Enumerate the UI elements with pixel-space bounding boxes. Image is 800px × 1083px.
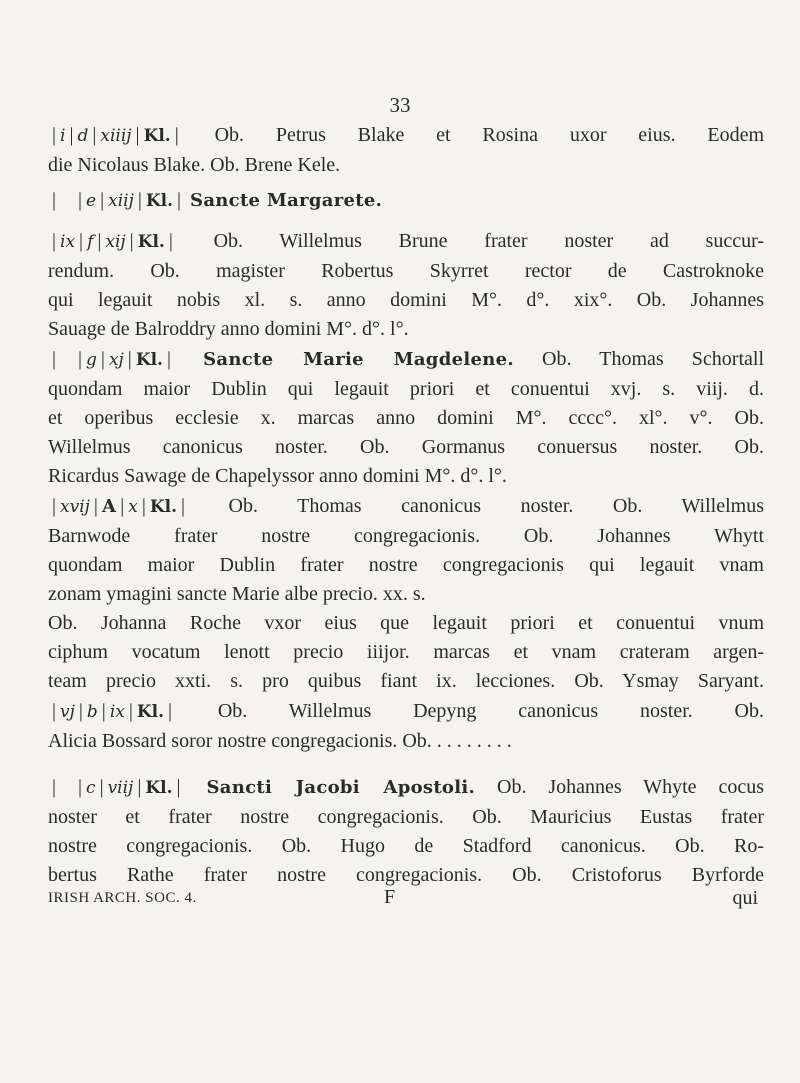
entry-line: | ix | f | xij | Kl. | Ob. Willelmus Brune frater noster ad succur- <box>52 230 765 252</box>
signature-mark: F <box>384 886 396 908</box>
golden-number: ix <box>60 232 76 252</box>
dominical-letter: b <box>86 702 98 722</box>
entry-text: Ob. Thomas canonicus noster. Ob. Willelmus <box>228 495 764 517</box>
calendar-entry <box>48 773 764 890</box>
dominical-letter: e <box>86 191 97 211</box>
day-count: x <box>128 497 138 517</box>
entry-line: | vj | b | ix | Kl. | Ob. Willelmus Depyng canonicus noster. Ob. <box>52 700 765 722</box>
entry-line: Sauage de Balroddry anno domini M°. d°. l°. <box>48 318 409 340</box>
entry-text: Ob. Willelmus Depyng canonicus noster. Ob. <box>217 700 765 722</box>
calendar-entry <box>48 121 764 180</box>
kalends-mark: Kl. <box>145 778 173 798</box>
day-count: xiij <box>108 191 134 211</box>
kalends-mark: Kl. <box>149 497 177 517</box>
golden-number: xvij <box>60 497 90 517</box>
catchword: qui <box>732 887 758 909</box>
dominical-letter: c <box>86 778 96 798</box>
entry-line: nostre congregacionis. Ob. Hugo de Stadford canonicus. Ob. Ro- <box>48 835 764 857</box>
entry-line: ciphum vocatum lenott precio iiijor. marcas et vnam crateram argen- <box>48 641 764 663</box>
calendar-entry <box>48 227 764 344</box>
entry-line: Alicia Bossard soror nostre congregacionis. Ob. . . . . . . . . <box>48 730 512 752</box>
entry-line: | i | d | xiiij | Kl. | Ob. Petrus Blake et Rosina uxor eius. Eodem <box>52 124 764 146</box>
entry-text: Ob. Petrus Blake et Rosina uxor eius. Eodem <box>214 124 764 146</box>
signature-line: IRISH ARCH. SOC. 4. <box>48 890 197 906</box>
calendar-entry <box>48 345 764 491</box>
entry-line: Barnwode frater nostre congregacionis. Ob. Johannes Whytt <box>48 525 764 547</box>
kalends-mark: Kl. <box>137 232 165 252</box>
day-count: xj <box>108 350 124 370</box>
feast-title: Sancti Jacobi Apostoli. <box>206 777 476 798</box>
entry-line: Ob. Johanna Roche vxor eius que legauit priori et conuentui vnum <box>48 612 764 634</box>
calendar-entry <box>48 492 764 696</box>
calendar-entry <box>48 697 764 756</box>
entry-line: | xvij | A | x | Kl. | Ob. Thomas canonicus noster. Ob. Willelmus <box>52 495 764 517</box>
feast-title: Sancte Margarete. <box>190 190 383 211</box>
kalends-mark: Kl. <box>143 126 171 146</box>
dominical-letter: d <box>77 126 89 146</box>
dominical-letter: f <box>87 232 94 252</box>
golden-number: vj <box>60 702 75 722</box>
golden-number: i <box>60 126 66 146</box>
kalends-mark: Kl. <box>135 350 163 370</box>
day-count: xiiij <box>100 126 132 146</box>
entry-line: zonam ymagini sancte Marie albe precio. xx. s. <box>48 583 426 605</box>
dominical-letter: A <box>101 496 117 517</box>
entry-line: qui legauit nobis xl. s. anno domini M°. d°. xix°. Ob. Johannes <box>48 289 764 311</box>
entry-line: quondam maior Dublin frater nostre congregacionis qui legauit vnam <box>48 554 764 576</box>
entry-text: Ob. Thomas Schortall <box>542 348 765 370</box>
entry-line: Willelmus canonicus noster. Ob. Gormanus conuersus noster. Ob. <box>48 436 764 458</box>
entry-line: quondam maior Dublin qui legauit priori et conuentui xvj. s. viij. d. <box>48 378 764 400</box>
feast-title: Sancte Marie Magdelene. <box>203 349 514 370</box>
entry-line: die Nicolaus Blake. Ob. Brene Kele. <box>48 154 341 176</box>
entry-text: Ob. Johannes Whyte cocus <box>497 776 765 798</box>
day-count: ix <box>109 702 125 722</box>
day-count: xij <box>105 232 126 252</box>
calendar-entry <box>48 186 764 216</box>
entry-line: | | c | viij | Kl. | Sancti Jacobi Apostoli. Ob. Johannes Whyte cocus <box>52 776 765 798</box>
entry-line: | | e | xiij | Kl. | Sancte Margarete. <box>52 189 383 211</box>
kalends-mark: Kl. <box>145 191 174 211</box>
entry-line: bertus Rathe frater nostre congregacionis. Ob. Cristoforus Byrforde <box>48 864 764 886</box>
entry-line: rendum. Ob. magister Robertus Skyrret rector de Castroknoke <box>48 260 764 282</box>
day-count: viij <box>107 778 134 798</box>
dominical-letter: g <box>86 350 97 370</box>
kalends-mark: Kl. <box>136 702 165 722</box>
entry-line: | | g | xj | Kl. | Sancte Marie Magdelene. Ob. Thomas Schortall <box>52 348 765 370</box>
entry-line: team precio xxti. s. pro quibus fiant ix. lecciones. Ob. Ysmay Saryant. <box>48 670 764 692</box>
entry-line: Ricardus Sawage de Chapelyssor anno domini M°. d°. l°. <box>48 465 507 487</box>
entry-line: et operibus ecclesie x. marcas anno domini M°. cccc°. xl°. v°. Ob. <box>48 407 764 429</box>
entry-line: noster et frater nostre congregacionis. Ob. Mauricius Eustas frater <box>48 806 764 828</box>
page-number: 33 <box>389 93 411 117</box>
entry-text: Ob. Willelmus Brune frater noster ad succur- <box>213 230 765 252</box>
